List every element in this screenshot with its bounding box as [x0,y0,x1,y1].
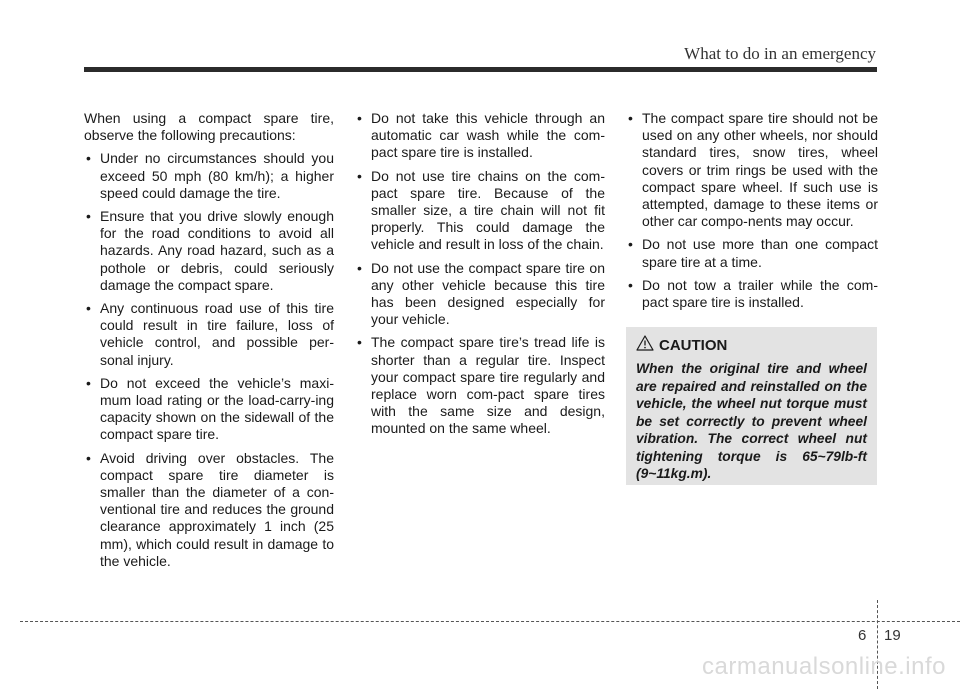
list-item-text: Do not take this vehicle through an automatic car wash while the com-pact spare tire is installed. [371,110,605,161]
list-item [355,260,605,329]
bullet-icon: • [86,449,91,466]
caution-text: When the original tire and wheel are repaired and reinstalled on the vehicle, the wheel nut torque must be set correctly to prevent wheel vibration. The correct wheel nut tightening torque is 65~79lb-ft (9~11kg.m). [636,361,867,481]
list-item [355,110,605,162]
intro-paragraph: When using a compact spare tire, observe the following precautions: [84,110,334,144]
column-3 [626,110,878,317]
precautions-list-1 [84,150,334,570]
list-item-text: Any continuous road use of this tire could result in tire failure, loss of vehicle control, and possible per-sonal injury. [100,300,334,368]
list-item-text: The compact spare tire should not be used on any other wheels, nor should standard tires, snow tires, wheel covers or trim rings be used with the compact spare wheel. If such use is attempted, damage to these items or other car compo-nents may occur. [642,110,878,230]
list-item [626,277,878,311]
list-item [355,168,605,254]
list-item-text: Do not tow a trailer while the com-pact spare tire is installed. [642,276,878,311]
bullet-icon: • [357,167,362,184]
bullet-icon: • [628,236,633,253]
bullet-icon: • [357,259,362,276]
bullet-icon: • [86,150,91,167]
bullet-icon: • [628,110,633,126]
bullet-icon: • [86,300,91,317]
list-item [84,450,334,570]
caution-title: CAUTION [659,337,728,354]
column-1 [84,110,334,576]
header-rule [84,67,877,72]
list-item-text: The compact spare tire’s tread life is shorter than a regular tire. Inspect your compact spare tire regularly and replace worn com-pact spare tires with the same size and design, mounted on the same wheel. [371,334,605,437]
list-item-text: Do not use tire chains on the com-pact spare tire. Because of the smaller size, a tire chain will not fit properly. This could damage the vehicle and result in loss of the chain. [371,167,605,253]
list-item [355,334,605,437]
precautions-list-2 [355,110,605,438]
list-item [84,300,334,369]
list-item [84,375,334,444]
page-number: 19 [884,627,901,644]
list-item-text: Do not exceed the vehicle’s maxi-mum load rating or the load-carry-ing capacity shown on the sidewall of the compact spare tire. [100,374,334,443]
bullet-icon: • [86,208,91,225]
list-item [626,110,878,230]
list-item-text: Ensure that you drive slowly enough for the road conditions to avoid all hazards. Any road hazard, such as a pothole or debris, could seriously damage the compact spare. [100,208,334,293]
header-title: What to do in an emergency [684,44,876,63]
list-item-text: Do not use more than one compact spare tire at a time. [642,236,878,270]
bullet-icon: • [357,110,362,126]
chapter-number: 6 [858,627,867,644]
list-item-text: Do not use the compact spare tire on any other vehicle because this tire has been designed especially for your vehicle. [371,259,605,328]
watermark: carmanualsonline.info [702,653,946,680]
column-2 [355,110,605,444]
bullet-icon: • [628,276,633,293]
warning-triangle-icon [636,335,654,356]
caution-header [636,335,867,356]
bullet-icon: • [357,334,362,351]
footer-rule [20,621,960,622]
list-item [84,208,334,294]
precautions-list-3 [626,110,878,311]
list-item-text: Under no circumstances should you exceed 50 mph (80 km/h); a higher speed could damage the tire. [100,150,334,201]
list-item-text: Avoid driving over obstacles. The compact spare tire diameter is smaller than the diameter of a con-ventional tire and reduces the ground clearance approximately 1 inch (25 mm), which could result in damage to the vehicle. [100,449,334,569]
bullet-icon: • [86,374,91,391]
caution-box [626,327,877,485]
list-item [84,150,334,202]
list-item [626,236,878,270]
